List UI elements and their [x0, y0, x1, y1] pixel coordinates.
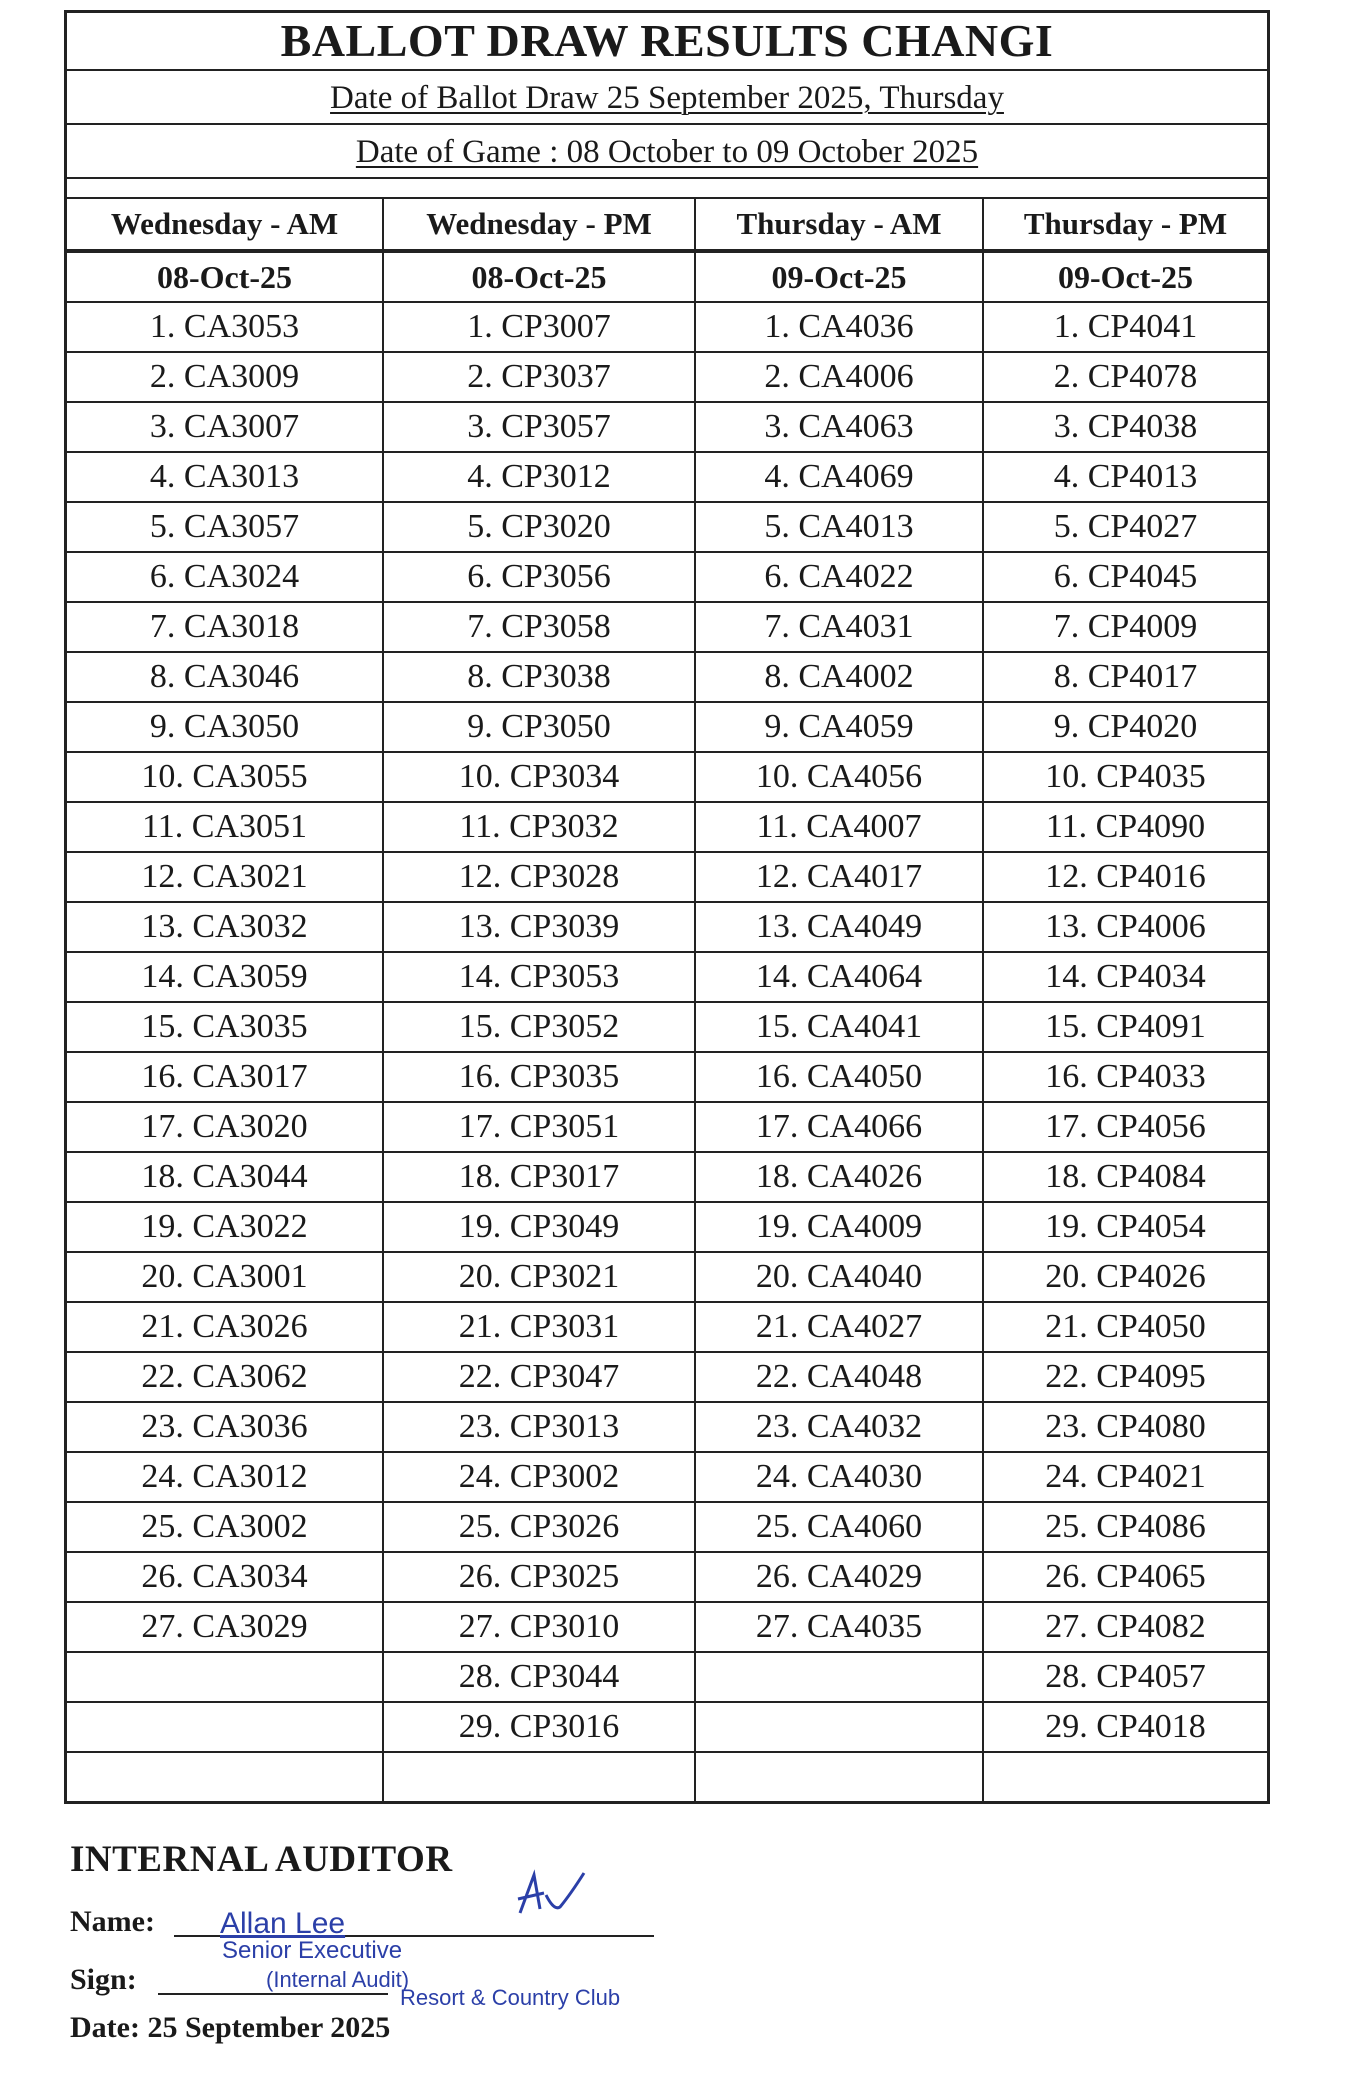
ballot-entry-cell: 23. CA3036 [67, 1402, 383, 1452]
ballot-entry-cell: 19. CP4054 [983, 1202, 1267, 1252]
ballot-entry-cell: 18. CP4084 [983, 1152, 1267, 1202]
ballot-entry-cell: 7. CP4009 [983, 602, 1267, 652]
ballot-entry-cell: 7. CA3018 [67, 602, 383, 652]
ballot-entry-cell [67, 1752, 383, 1801]
ballot-entry-cell: 3. CA3007 [67, 402, 383, 452]
ballot-entry-cell: 22. CA3062 [67, 1352, 383, 1402]
stamp-dept: (Internal Audit) [266, 1967, 410, 1992]
ballot-entry-cell: 9. CA4059 [695, 702, 983, 752]
table-row [67, 1352, 1267, 1402]
table-row [67, 1302, 1267, 1352]
ballot-entry-cell [983, 1752, 1267, 1801]
auditor-section [70, 1838, 770, 2045]
col-header-thu-am: Thursday - AM [695, 199, 983, 251]
ballot-entry-cell: 15. CA4041 [695, 1002, 983, 1052]
sign-underline [158, 1993, 388, 1995]
ballot-entry-cell: 9. CA3050 [67, 702, 383, 752]
table-row [67, 1402, 1267, 1452]
ballot-entry-cell: 20. CP4026 [983, 1252, 1267, 1302]
ballot-entry-cell: 22. CP3047 [383, 1352, 695, 1402]
auditor-date: Date: 25 September 2025 [70, 2011, 391, 2044]
ballot-entry-cell: 23. CP4080 [983, 1402, 1267, 1452]
date-row [67, 251, 1267, 302]
ballot-entry-cell: 15. CP4091 [983, 1002, 1267, 1052]
table-row [67, 602, 1267, 652]
ballot-entry-cell: 20. CP3021 [383, 1252, 695, 1302]
ballot-entry-cell: 19. CA3022 [67, 1202, 383, 1252]
ballot-entry-cell [383, 1752, 695, 1801]
stamp-name: Allan Lee [220, 1907, 346, 1940]
ballot-entry-cell: 12. CA3021 [67, 852, 383, 902]
auditor-heading: INTERNAL AUDITOR [70, 1839, 453, 1880]
table-row [67, 952, 1267, 1002]
ballot-entry-cell [67, 1702, 383, 1752]
table-row [67, 1152, 1267, 1202]
name-line [70, 1887, 770, 1945]
table-row [67, 1102, 1267, 1152]
date-cell: 08-Oct-25 [383, 251, 695, 302]
table-row [67, 352, 1267, 402]
table-row [67, 902, 1267, 952]
col-header-wed-am: Wednesday - AM [67, 199, 383, 251]
ballot-entry-cell: 21. CP3031 [383, 1302, 695, 1352]
table-row [67, 1002, 1267, 1052]
ballot-entry-cell: 23. CP3013 [383, 1402, 695, 1452]
ballot-entry-cell: 11. CP4090 [983, 802, 1267, 852]
ballot-entry-cell: 15. CA3035 [67, 1002, 383, 1052]
ballot-entry-cell: 17. CP3051 [383, 1102, 695, 1152]
ballot-entry-cell: 16. CP3035 [383, 1052, 695, 1102]
ballot-entry-cell: 10. CA4056 [695, 752, 983, 802]
page-title: BALLOT DRAW RESULTS CHANGI [67, 13, 1267, 71]
ballot-entry-cell: 25. CA4060 [695, 1502, 983, 1552]
ballot-entry-cell: 2. CA4006 [695, 352, 983, 402]
table-row [67, 452, 1267, 502]
table-row [67, 1752, 1267, 1801]
ballot-entry-cell: 3. CP3057 [383, 402, 695, 452]
ballot-entry-cell: 16. CA3017 [67, 1052, 383, 1102]
sign-line [70, 1937, 770, 2010]
ballot-entry-cell: 10. CA3055 [67, 752, 383, 802]
table-row [67, 852, 1267, 902]
table-row [67, 1252, 1267, 1302]
ballot-entry-cell: 2. CP4078 [983, 352, 1267, 402]
ballot-date: Date of Ballot Draw 25 September 2025, Thursday [330, 80, 1004, 116]
ballot-entry-cell: 14. CA3059 [67, 952, 383, 1002]
ballot-entry-cell: 24. CP4021 [983, 1452, 1267, 1502]
table-row [67, 302, 1267, 352]
ballot-entry-cell: 8. CP3038 [383, 652, 695, 702]
ballot-entry-cell: 22. CP4095 [983, 1352, 1267, 1402]
ballot-entry-cell: 4. CA3013 [67, 452, 383, 502]
stamp-title: Senior Executive [222, 1937, 403, 1964]
table-row [67, 652, 1267, 702]
ballot-entry-cell: 9. CP4020 [983, 702, 1267, 752]
ballot-entry-cell: 26. CP4065 [983, 1552, 1267, 1602]
ballot-entry-cell: 17. CA4066 [695, 1102, 983, 1152]
ballot-entry-cell: 27. CP3010 [383, 1602, 695, 1652]
date-cell: 09-Oct-25 [983, 251, 1267, 302]
ballot-entry-cell: 17. CP4056 [983, 1102, 1267, 1152]
ballot-entry-cell: 6. CP4045 [983, 552, 1267, 602]
ballot-entry-cell: 24. CP3002 [383, 1452, 695, 1502]
date-cell: 09-Oct-25 [695, 251, 983, 302]
ballot-entry-cell: 15. CP3052 [383, 1002, 695, 1052]
table-row [67, 752, 1267, 802]
ballot-entry-cell: 27. CP4082 [983, 1602, 1267, 1652]
ballot-entry-cell: 21. CA3026 [67, 1302, 383, 1352]
table-row [67, 1602, 1267, 1652]
table-row [67, 1502, 1267, 1552]
sign-label: Sign: [70, 1963, 137, 1996]
table-row [67, 1702, 1267, 1752]
ballot-entry-cell: 2. CP3037 [383, 352, 695, 402]
ballot-entry-cell: 19. CA4009 [695, 1202, 983, 1252]
ballot-date-row [67, 71, 1267, 125]
results-table [67, 199, 1267, 1801]
ballot-entry-cell: 7. CP3058 [383, 602, 695, 652]
ballot-entry-cell: 27. CA3029 [67, 1602, 383, 1652]
ballot-entry-cell: 8. CP4017 [983, 652, 1267, 702]
ballot-entry-cell: 10. CP4035 [983, 752, 1267, 802]
ballot-entry-cell: 18. CA3044 [67, 1152, 383, 1202]
ballot-entry-cell: 5. CP4027 [983, 502, 1267, 552]
ballot-entry-cell: 25. CP4086 [983, 1502, 1267, 1552]
ballot-entry-cell: 16. CA4050 [695, 1052, 983, 1102]
ballot-entry-cell: 1. CA4036 [695, 302, 983, 352]
ballot-entry-cell: 14. CP3053 [383, 952, 695, 1002]
ballot-entry-cell: 12. CA4017 [695, 852, 983, 902]
ballot-entry-cell: 8. CA3046 [67, 652, 383, 702]
spacer-row [67, 179, 1267, 199]
ballot-entry-cell: 1. CA3053 [67, 302, 383, 352]
stamp-org: Resort & Country Club [400, 1985, 621, 2010]
ballot-entry-cell: 22. CA4048 [695, 1352, 983, 1402]
ballot-entry-cell: 8. CA4002 [695, 652, 983, 702]
ballot-entry-cell: 9. CP3050 [383, 702, 695, 752]
ballot-entry-cell: 28. CP4057 [983, 1652, 1267, 1702]
ballot-entry-cell [67, 1652, 383, 1702]
ballot-entry-cell: 13. CA3032 [67, 902, 383, 952]
ballot-entry-cell: 16. CP4033 [983, 1052, 1267, 1102]
signature-mark [510, 1865, 590, 1925]
ballot-entry-cell: 18. CP3017 [383, 1152, 695, 1202]
ballot-entry-cell: 6. CA3024 [67, 552, 383, 602]
ballot-entry-cell: 29. CP4018 [983, 1702, 1267, 1752]
ballot-entry-cell: 2. CA3009 [67, 352, 383, 402]
ballot-entry-cell: 21. CA4027 [695, 1302, 983, 1352]
ballot-entry-cell: 11. CA4007 [695, 802, 983, 852]
name-label: Name: [70, 1905, 155, 1938]
ballot-entry-cell: 11. CA3051 [67, 802, 383, 852]
ballot-entry-cell: 13. CA4049 [695, 902, 983, 952]
table-row [67, 1052, 1267, 1102]
ballot-entry-cell: 3. CA4063 [695, 402, 983, 452]
ballot-entry-cell: 19. CP3049 [383, 1202, 695, 1252]
ballot-entry-cell: 20. CA3001 [67, 1252, 383, 1302]
ballot-entry-cell: 26. CA4029 [695, 1552, 983, 1602]
game-date-row [67, 125, 1267, 179]
ballot-entry-cell: 25. CA3002 [67, 1502, 383, 1552]
table-row [67, 1652, 1267, 1702]
ballot-entry-cell: 6. CA4022 [695, 552, 983, 602]
ballot-entry-cell: 27. CA4035 [695, 1602, 983, 1652]
ballot-entry-cell: 1. CP3007 [383, 302, 695, 352]
ballot-entry-cell: 5. CA4013 [695, 502, 983, 552]
ballot-entry-cell: 6. CP3056 [383, 552, 695, 602]
ballot-entry-cell: 13. CP3039 [383, 902, 695, 952]
ballot-entry-cell: 12. CP3028 [383, 852, 695, 902]
ballot-entry-cell: 14. CP4034 [983, 952, 1267, 1002]
ballot-entry-cell: 5. CA3057 [67, 502, 383, 552]
ballot-entry-cell: 23. CA4032 [695, 1402, 983, 1452]
ballot-entry-cell: 7. CA4031 [695, 602, 983, 652]
ballot-entry-cell: 4. CP4013 [983, 452, 1267, 502]
ballot-entry-cell: 24. CA4030 [695, 1452, 983, 1502]
ballot-entry-cell: 26. CA3034 [67, 1552, 383, 1602]
ballot-entry-cell [695, 1752, 983, 1801]
table-row [67, 802, 1267, 852]
ballot-entry-cell [695, 1702, 983, 1752]
ballot-entry-cell: 26. CP3025 [383, 1552, 695, 1602]
ballot-entry-cell: 24. CA3012 [67, 1452, 383, 1502]
ballot-entry-cell: 10. CP3034 [383, 752, 695, 802]
ballot-entry-cell: 17. CA3020 [67, 1102, 383, 1152]
table-row [67, 1452, 1267, 1502]
ballot-entry-cell: 5. CP3020 [383, 502, 695, 552]
col-header-thu-pm: Thursday - PM [983, 199, 1267, 251]
ballot-entry-cell: 25. CP3026 [383, 1502, 695, 1552]
table-row [67, 552, 1267, 602]
ballot-entry-cell: 3. CP4038 [983, 402, 1267, 452]
col-header-wed-pm: Wednesday - PM [383, 199, 695, 251]
table-row [67, 702, 1267, 752]
ballot-entry-cell [695, 1652, 983, 1702]
ballot-entry-cell: 29. CP3016 [383, 1702, 695, 1752]
day-header-row [67, 199, 1267, 251]
ballot-entry-cell: 13. CP4006 [983, 902, 1267, 952]
ballot-entry-cell: 28. CP3044 [383, 1652, 695, 1702]
ballot-entry-cell: 1. CP4041 [983, 302, 1267, 352]
ballot-results-sheet [64, 10, 1270, 1804]
table-row [67, 1202, 1267, 1252]
date-cell: 08-Oct-25 [67, 251, 383, 302]
ballot-entry-cell: 4. CP3012 [383, 452, 695, 502]
ballot-entry-cell: 18. CA4026 [695, 1152, 983, 1202]
ballot-entry-cell: 12. CP4016 [983, 852, 1267, 902]
ballot-entry-cell: 11. CP3032 [383, 802, 695, 852]
table-row [67, 502, 1267, 552]
ballot-entry-cell: 14. CA4064 [695, 952, 983, 1002]
ballot-entry-cell: 4. CA4069 [695, 452, 983, 502]
table-row [67, 402, 1267, 452]
table-row [67, 1552, 1267, 1602]
game-date: Date of Game : 08 October to 09 October 2025 [355, 134, 979, 170]
ballot-entry-cell: 21. CP4050 [983, 1302, 1267, 1352]
ballot-entry-cell: 20. CA4040 [695, 1252, 983, 1302]
